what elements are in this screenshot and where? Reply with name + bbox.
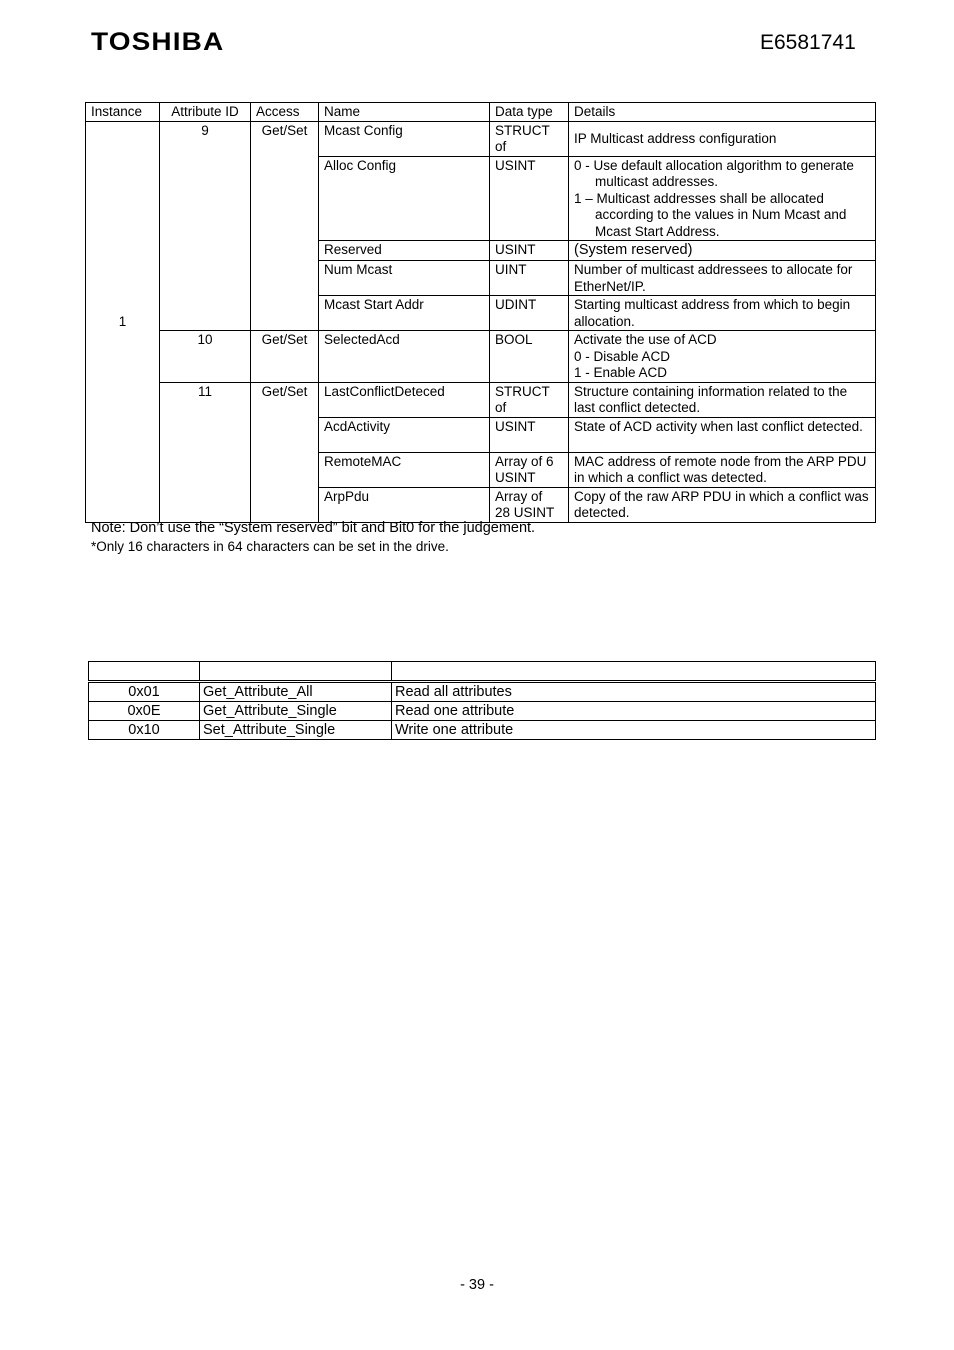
name-cell: LastConflictDeteced [319, 382, 490, 417]
name-cell: SelectedAcd [319, 331, 490, 383]
data-type-cell: BOOL [490, 331, 569, 383]
name-cell: RemoteMAC [319, 452, 490, 487]
service-table [88, 661, 876, 740]
attribute-id-cell: 10 [160, 331, 251, 383]
details-cell: Number of multicast addressees to allocate for EtherNet/IP. [569, 261, 876, 296]
note-system-reserved: Note: Don’t use the “System reserved” bit and Bit0 for the judgement. [91, 520, 536, 536]
access-cell: Get/Set [251, 382, 319, 522]
data-type-cell: Array of 28 USINT [490, 487, 569, 522]
name-cell: Alloc Config [319, 156, 490, 241]
details-cell: 0 - Use default allocation algorithm to generate multicast addresses. 1 – Multicast addresses shall be allocated according to the values in Num Mcast and Mcast Start Address. [569, 156, 876, 241]
access-cell: Get/Set [251, 331, 319, 383]
details-cell: MAC address of remote node from the ARP PDU in which a conflict was detected. [569, 452, 876, 487]
header-attribute-id: Attribute ID [160, 103, 251, 122]
service-header-cell [200, 662, 392, 682]
data-type-cell: UINT [490, 261, 569, 296]
service-name: Set_Attribute_Single [200, 721, 392, 740]
page-number: - 39 - [460, 1277, 494, 1293]
name-cell: Mcast Start Addr [319, 296, 490, 331]
service-description: Read all attributes [392, 682, 876, 702]
attribute-id-cell: 9 [160, 121, 251, 331]
data-type-cell: STRUCT of [490, 121, 569, 156]
table-row [89, 721, 876, 740]
toshiba-logo: TOSHIBA [91, 28, 225, 56]
access-cell: Get/Set [251, 121, 319, 331]
service-code: 0x01 [89, 682, 200, 702]
service-name: Get_Attribute_All [200, 682, 392, 702]
note-characters: *Only 16 characters in 64 characters can be set in the drive. [91, 539, 449, 554]
service-description: Read one attribute [392, 702, 876, 721]
header-data-type: Data type [490, 103, 569, 122]
details-cell: IP Multicast address configuration [569, 121, 876, 156]
data-type-cell: USINT [490, 241, 569, 261]
details-cell: State of ACD activity when last conflict detected. [569, 417, 876, 452]
data-type-cell: STRUCT of [490, 382, 569, 417]
service-name: Get_Attribute_Single [200, 702, 392, 721]
service-description: Write one attribute [392, 721, 876, 740]
service-code: 0x10 [89, 721, 200, 740]
header-access: Access [251, 103, 319, 122]
attribute-table [85, 102, 876, 523]
header-name: Name [319, 103, 490, 122]
service-header-cell [392, 662, 876, 682]
service-header-row [89, 662, 876, 682]
service-header-cell [89, 662, 200, 682]
data-type-cell: USINT [490, 417, 569, 452]
service-code: 0x0E [89, 702, 200, 721]
name-cell: Reserved [319, 241, 490, 261]
table-header-row [86, 103, 876, 122]
header-details: Details [569, 103, 876, 122]
document-number: E6581741 [760, 31, 856, 54]
name-cell: AcdActivity [319, 417, 490, 452]
table-row [86, 331, 876, 383]
name-cell: Num Mcast [319, 261, 490, 296]
details-cell: Starting multicast address from which to begin allocation. [569, 296, 876, 331]
data-type-cell: USINT [490, 156, 569, 241]
data-type-cell: UDINT [490, 296, 569, 331]
data-type-cell: Array of 6 USINT [490, 452, 569, 487]
attribute-id-cell: 11 [160, 382, 251, 522]
name-cell: Mcast Config [319, 121, 490, 156]
table-row [86, 121, 876, 156]
details-cell: Structure containing information related to the last conflict detected. [569, 382, 876, 417]
header-instance: Instance [86, 103, 160, 122]
table-row [89, 702, 876, 721]
name-cell: ArpPdu [319, 487, 490, 522]
table-row [89, 682, 876, 702]
instance-cell: 1 [86, 121, 160, 522]
details-cell: Copy of the raw ARP PDU in which a conflict was detected. [569, 487, 876, 522]
details-cell: (System reserved) [569, 241, 876, 261]
table-row [86, 382, 876, 417]
details-cell: Activate the use of ACD 0 - Disable ACD 1 - Enable ACD [569, 331, 876, 383]
